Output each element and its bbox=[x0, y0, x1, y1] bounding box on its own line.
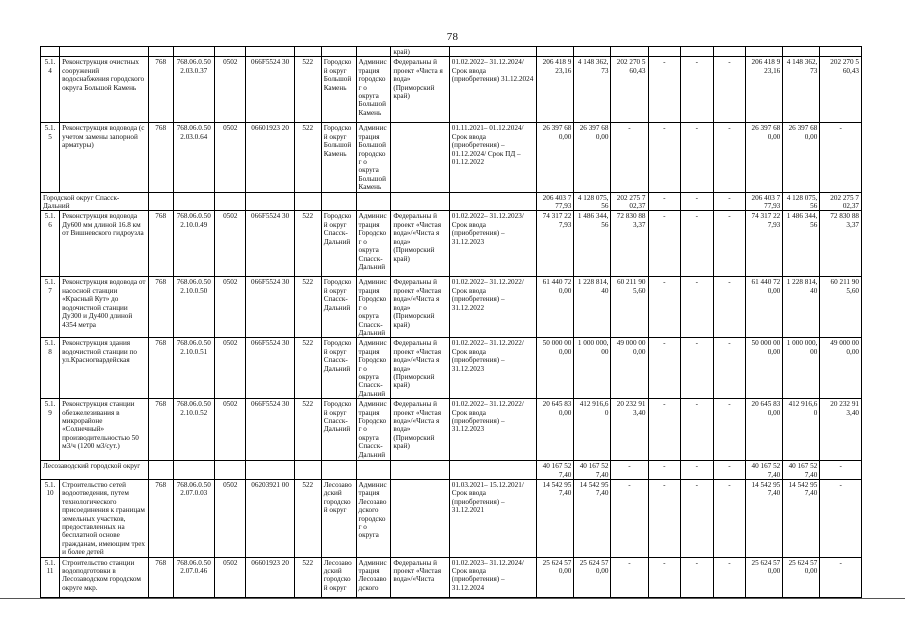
amount-cell: - bbox=[820, 461, 862, 480]
table-cell: 206 418 9 23,16 bbox=[746, 57, 783, 123]
table-cell: Реконструкция водовода от насосной станции «Красный Кут» до водочистной станции Ду300 и Ду400 длиной 4354 метра bbox=[60, 277, 149, 338]
table-cell: Федеральны й проект «Чистая вода»/«Чиста я вода» (Приморский край) bbox=[391, 211, 449, 277]
empty-cell bbox=[148, 461, 173, 480]
table-cell: - bbox=[713, 479, 746, 557]
table-cell: Федеральны й проект «Чистая вода»/«Чиста я вода» (Приморский край) bbox=[391, 338, 449, 399]
amount-cell: - bbox=[713, 192, 746, 211]
table-cell: Федеральны й проект «Чистая вода»/«Чиста bbox=[391, 557, 449, 597]
table-cell: - bbox=[681, 479, 714, 557]
table-cell: 1 486 344, 56 bbox=[783, 211, 820, 277]
table-cell: 0502 bbox=[215, 123, 246, 192]
table-cell: 26 397 68 0,00 bbox=[574, 123, 611, 192]
table-cell: 522 bbox=[294, 479, 321, 557]
table-cell: 01.02.2022– 31.12.2022/ Срок ввода (приобретения) – 31.12.2023 bbox=[449, 399, 537, 461]
cut-line bbox=[0, 598, 905, 599]
amount-cell: - bbox=[681, 192, 714, 211]
table-cell: 61 440 72 0,00 bbox=[746, 277, 783, 338]
table-cell: Админис трация Городског о округа Спасск-Дальний bbox=[356, 211, 391, 277]
table-cell: - bbox=[681, 57, 714, 123]
amount-cell: 202 275 7 02,37 bbox=[820, 192, 862, 211]
table-cell bbox=[783, 47, 820, 57]
empty-cell bbox=[246, 192, 294, 211]
table-cell: 066F5524 30 bbox=[246, 277, 294, 338]
empty-cell bbox=[294, 461, 321, 480]
table-cell: 06601923 20 bbox=[246, 557, 294, 597]
table-cell bbox=[173, 47, 215, 57]
table-cell: 768.06.0.502.10.0.52 bbox=[173, 399, 215, 461]
table-cell: 768.06.0.502.03.0.64 bbox=[173, 123, 215, 192]
table-cell: 5.1.9 bbox=[41, 399, 60, 461]
table-cell: - bbox=[681, 123, 714, 192]
table-row bbox=[41, 211, 862, 277]
table-row bbox=[41, 479, 862, 557]
group-label: Лесозаводский городской округ bbox=[41, 461, 149, 480]
table-cell: - bbox=[648, 57, 681, 123]
table-cell: 49 000 00 0,00 bbox=[611, 338, 648, 399]
table-cell bbox=[648, 47, 681, 57]
table-cell bbox=[294, 47, 321, 57]
table-cell: 522 bbox=[294, 57, 321, 123]
table-cell: 06601923 20 bbox=[246, 123, 294, 192]
table-cell: - bbox=[713, 211, 746, 277]
table-cell: 14 542 95 7,40 bbox=[783, 479, 820, 557]
table-cell: 01.02.2022– 31.12.2022/ Срок ввода (приобретения) – 31.12.2022 bbox=[449, 277, 537, 338]
table-cell: 25 624 57 0,00 bbox=[574, 557, 611, 597]
table-cell bbox=[391, 123, 449, 192]
table-cell bbox=[611, 47, 648, 57]
empty-cell bbox=[356, 461, 391, 480]
group-row bbox=[41, 461, 862, 480]
table-cell bbox=[574, 47, 611, 57]
table-cell: Городско й округ Спасск-Дальний bbox=[321, 399, 356, 461]
table-cell: 202 270 5 60,43 bbox=[611, 57, 648, 123]
table-cell: Федеральны й проект «Чистая вода»/«Чиста я вода» (Приморский край) bbox=[391, 277, 449, 338]
table-cell: 522 bbox=[294, 557, 321, 597]
empty-cell bbox=[321, 461, 356, 480]
table-row bbox=[41, 123, 862, 192]
table-cell: 1 000 000, 00 bbox=[574, 338, 611, 399]
table-cell: 768.06.0.502.07.0.03 bbox=[173, 479, 215, 557]
table-cell: 066F5524 30 bbox=[246, 399, 294, 461]
empty-cell bbox=[173, 192, 215, 211]
amount-cell: 40 167 52 7,40 bbox=[783, 461, 820, 480]
table-cell: - bbox=[820, 479, 862, 557]
table-cell: 0502 bbox=[215, 479, 246, 557]
table-row bbox=[41, 57, 862, 123]
table-cell: 5.1.11 bbox=[41, 557, 60, 597]
budget-table bbox=[40, 46, 862, 598]
table-cell: 522 bbox=[294, 211, 321, 277]
table-cell: 14 542 95 7,40 bbox=[537, 479, 574, 557]
table-cell: 25 624 57 0,00 bbox=[537, 557, 574, 597]
table-cell: - bbox=[611, 557, 648, 597]
table-cell: Админис трация городског о округа Большой Камень bbox=[356, 57, 391, 123]
table-cell: 522 bbox=[294, 123, 321, 192]
empty-cell bbox=[449, 192, 537, 211]
amount-cell: - bbox=[648, 192, 681, 211]
table-cell: 4 148 362, 73 bbox=[783, 57, 820, 123]
table-cell bbox=[391, 479, 449, 557]
amount-cell: 206 403 7 77,93 bbox=[746, 192, 783, 211]
table-cell: 0502 bbox=[215, 399, 246, 461]
table-cell: - bbox=[611, 123, 648, 192]
table-cell: 768 bbox=[148, 277, 173, 338]
table-cell: 768.06.0.502.10.0.51 bbox=[173, 338, 215, 399]
table-cell: - bbox=[648, 557, 681, 597]
table-cell: 61 440 72 0,00 bbox=[537, 277, 574, 338]
table-cell: Реконструкция станции обезжелезивания в микрорайоне «Солнечный» производительностью 50 м3/ч (1200 м3/сут.) bbox=[60, 399, 149, 461]
table-cell: Админис трация Городског о округа Спасск-Дальний bbox=[356, 277, 391, 338]
empty-cell bbox=[294, 192, 321, 211]
table-cell: 20 232 91 3,40 bbox=[611, 399, 648, 461]
table-cell: 5.1.5 bbox=[41, 123, 60, 192]
table-cell: 72 830 88 3,37 bbox=[820, 211, 862, 277]
table-cell: 25 624 57 0,00 bbox=[746, 557, 783, 597]
table-cell bbox=[321, 47, 356, 57]
table-cell: Городско й округ Большой Камень bbox=[321, 57, 356, 123]
table-cell bbox=[215, 47, 246, 57]
table-cell: - bbox=[648, 338, 681, 399]
table-cell: Строительство сетей водоотведения, путем технологического присоединения к границам земельных участков, предоставленных на бесплатной основе гражданам, имеющим трех и более детей bbox=[60, 479, 149, 557]
table-cell: 5.1.6 bbox=[41, 211, 60, 277]
table-cell: 066F5524 30 bbox=[246, 338, 294, 399]
table-cell: 206 418 9 23,16 bbox=[537, 57, 574, 123]
table-cell: Реконструкция водовода (с учетом замены запорной арматуры) bbox=[60, 123, 149, 192]
table-cell: 01.02.2023– 31.12.2024/ Срок ввода (приобретения) – 31.12.2024 bbox=[449, 557, 537, 597]
empty-cell bbox=[391, 461, 449, 480]
table-cell: - bbox=[648, 277, 681, 338]
table-cell: 20 232 91 3,40 bbox=[820, 399, 862, 461]
table-cell: - bbox=[713, 399, 746, 461]
amount-cell: - bbox=[648, 461, 681, 480]
table-cell: 768 bbox=[148, 399, 173, 461]
table-cell bbox=[60, 47, 149, 57]
table-cell: 768.06.0.502.07.0.46 bbox=[173, 557, 215, 597]
table-cell: Городско й округ Спасск-Дальний bbox=[321, 211, 356, 277]
table-cell: край) bbox=[391, 47, 449, 57]
table-cell: 522 bbox=[294, 277, 321, 338]
amount-cell: 206 403 7 77,93 bbox=[537, 192, 574, 211]
table-cell bbox=[713, 47, 746, 57]
table-cell: - bbox=[713, 57, 746, 123]
table-cell: 14 542 95 7,40 bbox=[746, 479, 783, 557]
table-cell: Лесозаво дский городской округ bbox=[321, 479, 356, 557]
table-cell: 14 542 95 7,40 bbox=[574, 479, 611, 557]
table-cell: 412 916,6 0 bbox=[783, 399, 820, 461]
table-cell bbox=[41, 47, 60, 57]
table-cell: 01.03.2021– 15.12.2021/ Срок ввода (приобретения) – 31.12.2021 bbox=[449, 479, 537, 557]
table-cell: 5.1.10 bbox=[41, 479, 60, 557]
amount-cell: 4 128 075, 56 bbox=[783, 192, 820, 211]
table-cell: Строительство станции водоподготовки в Лесозаводском городском округе мкр. bbox=[60, 557, 149, 597]
table-cell: Городско й округ Большой Камень bbox=[321, 123, 356, 192]
table-cell: 0502 bbox=[215, 211, 246, 277]
table-row bbox=[41, 399, 862, 461]
table-row bbox=[41, 277, 862, 338]
table-cell: 412 916,6 0 bbox=[574, 399, 611, 461]
empty-cell bbox=[173, 461, 215, 480]
amount-cell: - bbox=[681, 461, 714, 480]
empty-cell bbox=[215, 192, 246, 211]
table-cell: 50 000 00 0,00 bbox=[746, 338, 783, 399]
group-row bbox=[41, 192, 862, 211]
table-cell: 01.11.2021– 01.12.2024/ Срок ввода (приобретения) – 01.12.2024/ Срок ПД – 01.12.2022 bbox=[449, 123, 537, 192]
table-cell: 768 bbox=[148, 211, 173, 277]
table-cell: 26 397 68 0,00 bbox=[537, 123, 574, 192]
table-cell: 1 228 814, 40 bbox=[783, 277, 820, 338]
table-cell: - bbox=[681, 399, 714, 461]
empty-cell bbox=[391, 192, 449, 211]
amount-cell: - bbox=[611, 461, 648, 480]
table-cell: 4 148 362, 73 bbox=[574, 57, 611, 123]
table-cell: 1 000 000, 00 bbox=[783, 338, 820, 399]
table-cell: - bbox=[713, 557, 746, 597]
table-cell: Админис трация Лесозаво дского городског о округа bbox=[356, 479, 391, 557]
table-cell: 74 317 22 7,93 bbox=[746, 211, 783, 277]
table-cell: - bbox=[713, 277, 746, 338]
empty-cell bbox=[356, 192, 391, 211]
table-cell: 202 270 5 60,43 bbox=[820, 57, 862, 123]
table-cell: 01.02.2022– 31.12.2022/ Срок ввода (приобретения) – 31.12.2023 bbox=[449, 338, 537, 399]
table-cell: - bbox=[713, 338, 746, 399]
table-cell: 60 211 90 5,60 bbox=[611, 277, 648, 338]
table-cell: - bbox=[681, 277, 714, 338]
table-row bbox=[41, 47, 862, 57]
table-cell: 066F5524 30 bbox=[246, 211, 294, 277]
table-cell: 5.1.7 bbox=[41, 277, 60, 338]
table-cell: - bbox=[648, 479, 681, 557]
table-cell: 5.1.8 bbox=[41, 338, 60, 399]
table-cell bbox=[356, 47, 391, 57]
table-cell: 768 bbox=[148, 557, 173, 597]
table-cell bbox=[681, 47, 714, 57]
table-cell: 0502 bbox=[215, 57, 246, 123]
table-cell bbox=[449, 47, 537, 57]
empty-cell bbox=[449, 461, 537, 480]
table-cell: 01.02.2022– 31.12.2023/ Срок ввода (приобретения) – 31.12.2023 bbox=[449, 211, 537, 277]
table-cell: 20 645 83 0,00 bbox=[537, 399, 574, 461]
empty-cell bbox=[321, 192, 356, 211]
page-number: 78 bbox=[446, 31, 459, 43]
empty-cell bbox=[215, 461, 246, 480]
table-cell: 768 bbox=[148, 479, 173, 557]
table-cell: - bbox=[648, 211, 681, 277]
table-row bbox=[41, 557, 862, 597]
table-cell: - bbox=[648, 123, 681, 192]
table-cell: 5.1.4 bbox=[41, 57, 60, 123]
table-cell: 25 624 57 0,00 bbox=[783, 557, 820, 597]
table-cell: Админис трация Городског о округа Спасск-Дальний bbox=[356, 338, 391, 399]
table-cell: - bbox=[820, 123, 862, 192]
table-cell: 768.06.0.502.03.0.37 bbox=[173, 57, 215, 123]
table-cell: 0502 bbox=[215, 277, 246, 338]
table-cell: 74 317 22 7,93 bbox=[537, 211, 574, 277]
table-cell: - bbox=[681, 211, 714, 277]
table-cell bbox=[537, 47, 574, 57]
table-cell: 1 486 344, 56 bbox=[574, 211, 611, 277]
table-cell: - bbox=[681, 557, 714, 597]
table-cell: Админис трация Лесозаво дского bbox=[356, 557, 391, 597]
table-cell: 01.02.2022– 31.12.2024/ Срок ввода (приобретения) 31.12.2024 bbox=[449, 57, 537, 123]
table-cell bbox=[746, 47, 783, 57]
table-cell: 768 bbox=[148, 123, 173, 192]
table-cell: 72 830 88 3,37 bbox=[611, 211, 648, 277]
table-cell: Лесозаво дский городской округ bbox=[321, 557, 356, 597]
table-cell: Админис трация Большой городског о округа Большой Камень bbox=[356, 123, 391, 192]
table-cell bbox=[246, 47, 294, 57]
table-cell: - bbox=[820, 557, 862, 597]
table-cell: 50 000 00 0,00 bbox=[537, 338, 574, 399]
table-cell: 1 228 814, 40 bbox=[574, 277, 611, 338]
table-cell: 20 645 83 0,00 bbox=[746, 399, 783, 461]
amount-cell: 40 167 52 7,40 bbox=[537, 461, 574, 480]
table-cell: Городско й округ Спасск-Дальний bbox=[321, 277, 356, 338]
amount-cell: 40 167 52 7,40 bbox=[746, 461, 783, 480]
table-cell: 768.06.0.502.10.0.49 bbox=[173, 211, 215, 277]
table-cell: Админис трация Городског о округа Спасск-Дальний bbox=[356, 399, 391, 461]
empty-cell bbox=[148, 192, 173, 211]
amount-cell: - bbox=[713, 461, 746, 480]
table-cell: - bbox=[681, 338, 714, 399]
table-cell: 768 bbox=[148, 57, 173, 123]
amount-cell: 40 167 52 7,40 bbox=[574, 461, 611, 480]
table-cell: 522 bbox=[294, 338, 321, 399]
table-row bbox=[41, 338, 862, 399]
amount-cell: 202 275 7 02,37 bbox=[611, 192, 648, 211]
amount-cell: 4 128 075, 56 bbox=[574, 192, 611, 211]
table-cell: - bbox=[648, 399, 681, 461]
table-cell: 06203921 00 bbox=[246, 479, 294, 557]
group-label: Городской округ Спасск-Дальний bbox=[41, 192, 149, 211]
table-cell: 0502 bbox=[215, 557, 246, 597]
table-cell: Федеральны й проект «Чистая вода»/«Чиста я вода» (Приморский край) bbox=[391, 399, 449, 461]
table-cell: 768.06.0.502.10.0.50 bbox=[173, 277, 215, 338]
table-cell: 0502 bbox=[215, 338, 246, 399]
table-cell: 26 397 68 0,00 bbox=[746, 123, 783, 192]
table-cell: 60 211 90 5,60 bbox=[820, 277, 862, 338]
table-cell: - bbox=[713, 123, 746, 192]
table-cell: Реконструкция очистных сооружений водоснабжения городского округа Большой Камень bbox=[60, 57, 149, 123]
table-cell: Реконструкция здания водочистной станции по ул.Красногвардейская bbox=[60, 338, 149, 399]
table-cell: 066F5524 30 bbox=[246, 57, 294, 123]
table-cell: 522 bbox=[294, 399, 321, 461]
table-cell: 768 bbox=[148, 338, 173, 399]
table-cell: 49 000 00 0,00 bbox=[820, 338, 862, 399]
table-cell bbox=[820, 47, 862, 57]
table-cell: Городско й округ Спасск-Дальний bbox=[321, 338, 356, 399]
table-cell bbox=[148, 47, 173, 57]
table-cell: Федеральны й проект «Чиста я вода» (Приморский край) bbox=[391, 57, 449, 123]
table-cell: Реконструкция водовода Ду600 мм длиной 16.8 км от Вишневского гидроузла bbox=[60, 211, 149, 277]
empty-cell bbox=[246, 461, 294, 480]
table-cell: 26 397 68 0,00 bbox=[783, 123, 820, 192]
table-cell: - bbox=[611, 479, 648, 557]
